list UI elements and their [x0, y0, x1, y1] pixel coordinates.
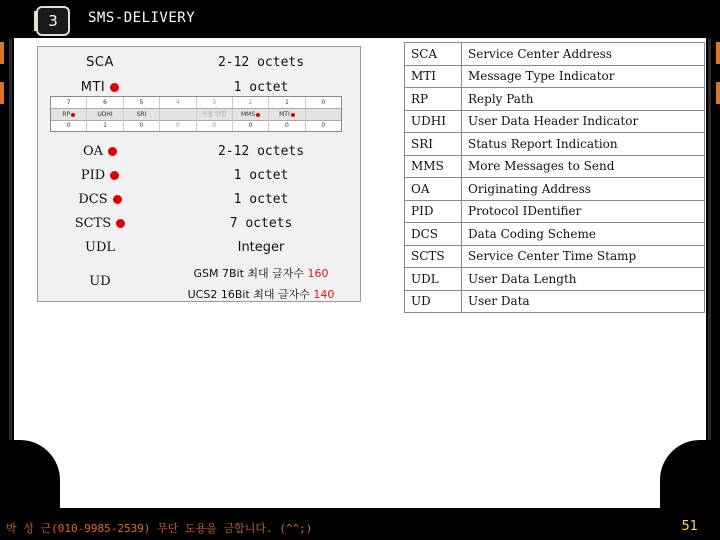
bit-value: 0: [197, 120, 233, 131]
abbreviation: UD: [405, 290, 462, 313]
field-size: 1 octet: [233, 192, 289, 207]
bit-field-label: UDHI: [87, 109, 123, 120]
field-name-mti: [38, 80, 162, 95]
bit-index: 7: [51, 97, 87, 108]
frame-accent: [716, 42, 720, 64]
bit-value: 0: [233, 120, 269, 131]
bit-field-rp: [51, 109, 87, 120]
marker-dot-icon: [110, 83, 119, 92]
abbreviation-meaning: Message Type Indicator: [462, 65, 705, 88]
footer-copyright: 박 성 근(010-9985-2539) 무단 도용을 금합니다. (^^;): [6, 522, 313, 535]
abbreviation-row: [405, 268, 705, 291]
field-size: 1 octet: [233, 168, 289, 183]
bit-field-label: [160, 109, 196, 120]
ud-limit-label: UCS2 16Bit 최대 글자수: [187, 288, 314, 301]
abbreviation-row: [405, 223, 705, 246]
page-number: 51: [681, 519, 698, 534]
marker-dot-icon: [116, 219, 125, 228]
bit-index: 4: [160, 97, 196, 108]
ud-limit-count: 140: [313, 288, 335, 301]
bit-field-mti: [269, 109, 305, 120]
abbreviation-meaning: Protocol IDentifier: [462, 200, 705, 223]
marker-dot-icon: [113, 195, 122, 204]
field-name: PID: [80, 168, 106, 183]
left-frame: [0, 38, 14, 498]
abbreviation-row: [405, 245, 705, 268]
marker-dot-icon: [71, 113, 75, 117]
bit-value: 0: [51, 120, 87, 131]
abbreviation-meaning: Service Center Time Stamp: [462, 245, 705, 268]
field-name: SCA: [86, 55, 114, 70]
frame-accent: [0, 42, 4, 64]
field-name: DCS: [78, 192, 108, 207]
abbreviation-meaning: Status Report Indication: [462, 133, 705, 156]
mti-bit-diagram: [50, 96, 342, 132]
right-frame: [706, 38, 720, 498]
bit-index: 6: [87, 97, 123, 108]
bit-field-mms: [233, 109, 269, 120]
abbreviation-meaning: Reply Path: [462, 88, 705, 111]
bit-value: 0: [124, 120, 160, 131]
ud-ucs2-limit: [162, 286, 360, 302]
bit-value: 0: [160, 120, 196, 131]
field-name: MTI: [80, 80, 106, 95]
abbreviation: MTI: [405, 65, 462, 88]
field-size: 2-12 octets: [217, 55, 305, 70]
bit-index: 5: [124, 97, 160, 108]
abbreviation-row: [405, 178, 705, 201]
abbreviation-row: [405, 290, 705, 313]
ud-gsm-limit: [162, 265, 360, 281]
abbreviation: OA: [405, 178, 462, 201]
abbreviation: SCA: [405, 43, 462, 66]
abbreviation: SRI: [405, 133, 462, 156]
slide-title: SMS-DELIVERY: [88, 10, 196, 26]
abbreviation-meaning: Data Coding Scheme: [462, 223, 705, 246]
abbreviation-row: [405, 110, 705, 133]
abbreviation: SCTS: [405, 245, 462, 268]
abbreviation-row: [405, 43, 705, 66]
bit-value-row: [51, 120, 341, 131]
field-name-pid: [38, 168, 162, 183]
marker-dot-icon: [108, 147, 117, 156]
bit-field-label: 사용 안함: [197, 109, 233, 120]
abbreviation-meaning: User Data Header Indicator: [462, 110, 705, 133]
abbreviation-row: [405, 88, 705, 111]
field-name: UD: [89, 274, 111, 289]
abbreviation-row: [405, 155, 705, 178]
field-name-dcs: [38, 192, 162, 207]
bit-index: 1: [269, 97, 305, 108]
abbreviation-meaning: Service Center Address: [462, 43, 705, 66]
abbreviation-row: [405, 133, 705, 156]
abbreviation-table: [404, 42, 705, 313]
sms-deliver-field-table: [37, 46, 361, 302]
frame-accent: [0, 82, 4, 104]
slide-number-badge: 3: [36, 6, 70, 36]
bit-value: 1: [87, 120, 123, 131]
abbreviation: MMS: [405, 155, 462, 178]
bit-index-row: [51, 97, 341, 108]
field-size: 1 octet: [233, 80, 289, 95]
field-size: Integer: [237, 240, 285, 255]
field-name-oa: [38, 144, 162, 159]
abbreviation-meaning: User Data: [462, 290, 705, 313]
bit-field-label: MTI: [279, 111, 290, 118]
bit-index: 3: [197, 97, 233, 108]
abbreviation-table-body: [405, 43, 705, 313]
field-name-scts: [38, 216, 162, 231]
abbreviation: DCS: [405, 223, 462, 246]
field-name: UDL: [84, 240, 115, 255]
bit-value: 0: [269, 120, 305, 131]
abbreviation: PID: [405, 200, 462, 223]
marker-dot-icon: [256, 113, 260, 117]
field-name: SCTS: [74, 216, 112, 231]
bit-field-label: RP: [62, 111, 71, 118]
bit-field-label: SRI: [124, 109, 160, 120]
field-size: 2-12 octets: [217, 144, 305, 159]
bit-field-label: MMS: [240, 111, 256, 118]
abbreviation: RP: [405, 88, 462, 111]
abbreviation-meaning: More Messages to Send: [462, 155, 705, 178]
ud-limit-count: 160: [307, 267, 329, 280]
abbreviation: UDL: [405, 268, 462, 291]
bit-index: 0: [321, 99, 326, 106]
abbreviation-meaning: User Data Length: [462, 268, 705, 291]
marker-dot-icon: [110, 171, 119, 180]
field-name: OA: [82, 144, 104, 159]
abbreviation-row: [405, 200, 705, 223]
abbreviation-row: [405, 65, 705, 88]
abbreviation: UDHI: [405, 110, 462, 133]
field-size: 7 octets: [229, 216, 293, 231]
bit-value: 0: [321, 122, 326, 129]
frame-accent: [716, 82, 720, 104]
bit-index: 2: [233, 97, 269, 108]
bit-field-label: [306, 109, 341, 120]
abbreviation-meaning: Originating Address: [462, 178, 705, 201]
marker-dot-icon: [291, 113, 295, 117]
ud-limit-label: GSM 7Bit 최대 글자수: [193, 267, 308, 280]
